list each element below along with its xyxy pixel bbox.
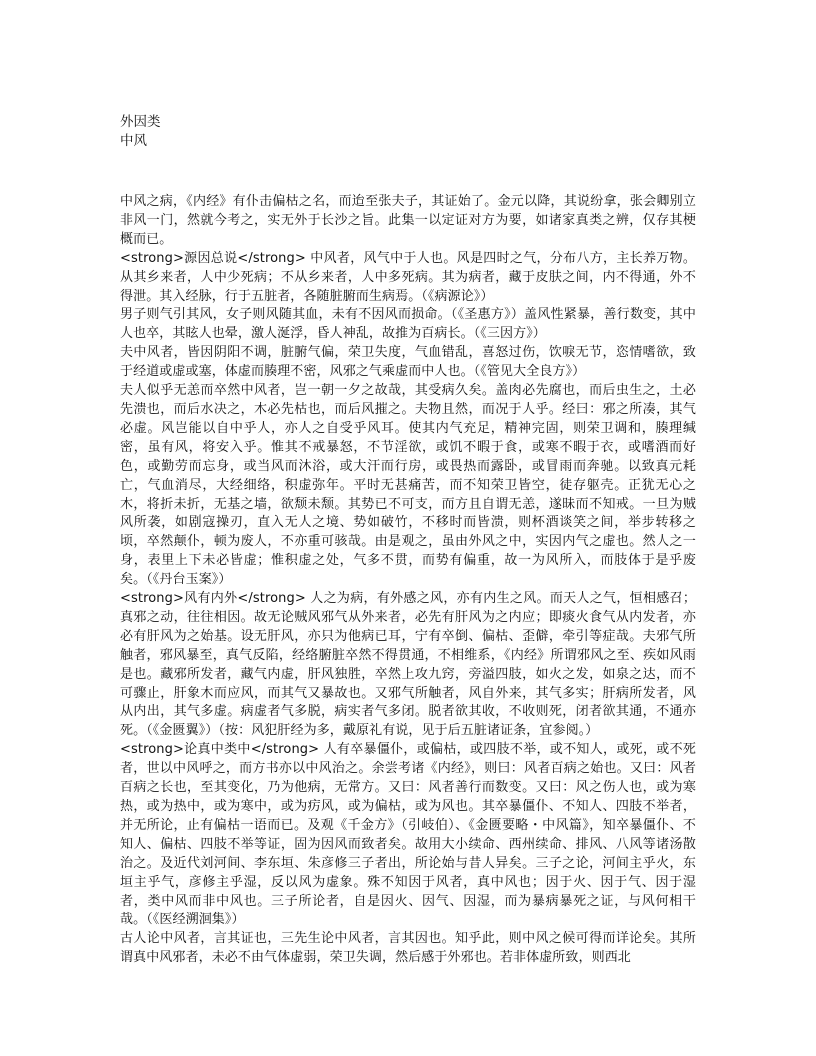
paragraph-intro: 中风之病，《内经》有仆击偏枯之名，而迨至张夫子，其证始了。金元以降，其说纷拿，张会卿别立非风一门，然就今考之，实无外于长沙之旨。此集一以定证对方为要，如诸家真类之辨，仅存其梗概而已。 — [120, 194, 696, 247]
paragraph: 夫中风者，皆因阴阳不调，脏腑气偏，荣卫失度，气血错乱，喜怒过伤，饮唳无节，恣情嗜欲，致于经道或虚或塞，体虚而腠理不密，风邪之气乘虚而中人也。（《管见大全良方》） — [120, 345, 696, 380]
document-body — [120, 193, 696, 968]
paragraph-true-vs-similar-stroke: <strong>论真中类中</strong> 人有卒暴僵仆，或偏枯，或四肢不举，或不知人，或死，或不死者，世以中风呼之，而方书亦以中风治之。余尝考诸《内经》，则曰：风者百病之始也。又曰：风者百病之长也，至其变化，乃为他病，无常方。又曰：风者善行而数变。又曰：风之伤人也，或为寒热，或为热中，或为寒中，或为疠风，或为偏枯，或为风也。其卒暴僵仆、不知人、四肢不举者，并无所论，止有偏枯一语而已。及观《千金方》（引岐伯）、《金匮要略・中风篇》，知卒暴僵仆、不知人、偏枯、四肢不举等证，固为因风而致者矣。故用大小续命、西州续命、排风、八风等诸汤散治之。及近代刘河间、李东垣、朱彦修三子者出，所论始与昔人异矣。三子之论，河间主乎火，东垣主乎气，彦修主乎湿，反以风为虚象。殊不知因于风者，真中风也；因于火、因于气、因于湿者，类中风而非中风也。三子所论者，自是因火、因气、因湿，而为暴病暴死之证，与风何相干哉。（《医经溯洄集》） — [120, 742, 696, 928]
paragraph-truncated: 古人论中风者，言其证也，三先生论中风者，言其因也。知乎此，则中风之候可得而详论矣。其所谓真中风邪者，未必不由气体虚弱，荣卫失调，然后感于外邪也。若非体虚所致，则西北 — [120, 931, 696, 966]
document-page — [120, 113, 696, 968]
paragraph: 男子则气引其风，女子则风随其血，未有不因风而损命。（《圣惠方》）盖风性紧暴，善行数变，其中人也卒，其眩人也晕，激人涎浮，昏人神乱，故推为百病长。（《三因方》） — [120, 307, 696, 342]
paragraph-source-overview: <strong>源因总说</strong> 中风者，风气中于人也。风是四时之气，分布八方，主长养万物。从其乡来者，人中少死病；不从乡来者，人中多死病。其为病者，藏于皮肤之间，内不得通，外不得泄。其入经脉，行于五脏者，各随脏腑而生病焉。（《病源论》） — [120, 250, 696, 304]
paragraph: 夫人似乎无恙而卒然中风者，岂一朝一夕之故哉，其受病久矣。盖肉必先腐也，而后虫生之，土必先溃也，而后水决之，木必先枯也，而后风摧之。夫物且然，而况于人乎。经曰：邪之所凑，其气必虚。风岂能以自中乎人，亦人之自受乎风耳。使其内气充足，精神完固，则荣卫调和，腠理缄密，虽有风，将安入乎。惟其不戒暴怒，不节淫欲，或饥不暇于食，或寒不暇于衣，或嗜酒而好色，或勤劳而忘身，或当风而沐浴，或大汗而行房，或畏热而露卧，或冒雨而奔驰。以致真元耗亡，气血消尽，大经细络，积虚弥年。平时无甚痛苦，而不知荣卫皆空，徒存躯壳。正犹无心之木，将折未折，无基之墙，欲颓未颓。其势已不可支，而方且自谓无恙，遂昧而不知戒。一旦为贼风所袭，如剧寇操刃，直入无人之境、势如破竹，不移时而皆溃，则杯酒谈笑之间，举步转移之顷，卒然颠仆，顿为废人，不亦重可骇哉。由是观之，虽由外风之中，实因内气之虚也。然人之一身，表里上下未必皆虚；惟积虚之处，气多不贯，而势有偏重，故一为风所入，而肢体于是乎废矣。（《丹台玉案》） — [120, 383, 696, 588]
section-heading: 中风 — [120, 133, 147, 149]
category-heading: 外因类 — [120, 114, 161, 130]
paragraph-internal-external-wind: <strong>风有内外</strong> 人之为病，有外感之风，亦有内生之风。而天人之气，恒相感召；真邪之动，往往相因。故无论贼风邪气从外来者，必先有肝风为之内应；即痰火食气从内发者，亦必有肝风为之始基。设无肝风，亦只为他病已耳，宁有卒倒、偏枯、歪僻，牵引等症哉。夫邪气所触者，邪风暴至，真气反陷，经络腑脏卒然不得贯通，不相维系，《内经》所谓邪风之至、疾如风雨是也。藏邪所发者，藏气内虚，肝风独胜，卒然上攻九窍，旁溢四肢，如火之发，如泉之达，而不可骤止，肝象木而应风，而其气又暴故也。又邪气所触者，风自外来，其气多实；肝病所发者，风从内出，其气多虚。病虚者气多脱，病实者气多闭。脱者欲其收，不收则死，闭者欲其通，不通亦死。（《金匮翼》）（按：风犯肝经为多，戴原礼有说，见于后五脏诸证条，宜参阅。） — [120, 591, 696, 739]
